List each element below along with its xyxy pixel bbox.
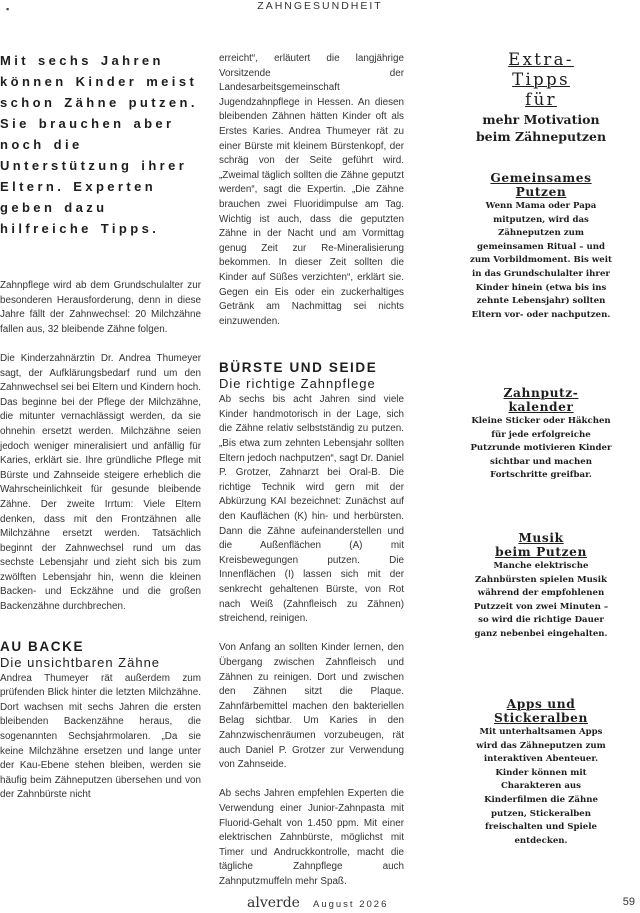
section-heading-buerste-und-seide: BÜRSTE UND SEIDE bbox=[219, 360, 378, 376]
section-heading-au-backe: AU BACKE bbox=[0, 638, 85, 654]
sidebar-title-line: Extra- bbox=[508, 50, 574, 69]
tip-title-line: beim Putzen bbox=[495, 544, 587, 559]
tips-sidebar bbox=[470, 50, 612, 846]
tip-title bbox=[470, 532, 612, 559]
tip-musik-beim-putzen bbox=[470, 532, 612, 642]
body-paragraph: erreicht“, erläutert die langjährige Vorsitzende der Landesarbeitsgemeinschaft Jugendzahnpflege in Hessen. An diesen bleibenden Zähnen hätten Kinder oft als Erstes Karies. Andrea Thumeyer rät zu einer Bürste mit kleinem Bürstenkopf, der schräg von der Seite geführt wird. „Zweimal täglich sollten die Zähne geputzt werden“, sagt die Expertin. „Die Zähne brauchen zwei Fluoridimpulse am Tag. Wichtig ist auch, dass die geputzten Zähne in der Nacht und am Vormittag genug Zeit zur Re-Mineralisierung bekommen. In dieser Zeit sollten die Kinder auf Süßes verzichten“, erklärt sie. Gegen ein Eis oder ein zuckerhaltiges Getränk am Nachmittag sei nichts einzuwenden. bbox=[219, 53, 404, 327]
tip-title-line: kalender bbox=[508, 399, 574, 414]
sidebar-subtitle-line: mehr Motivation bbox=[482, 112, 600, 127]
issue-date: August 2026 bbox=[313, 899, 389, 910]
tip-text: Manche elektrische Zahnbürsten spielen Musik während der empfohlenen Putzzeit von zwei Minuten – so wird die richtige Dauer ganz nebenbei eingehalten. bbox=[473, 561, 609, 639]
body-paragraph: Ab sechs bis acht Jahren sind viele Kinder handmotorisch in der Lage, sich die Zähne relativ selbstständig zu putzen. „Bis etwa zum zehnten Lebensjahr sollten Eltern jedoch nachputzen“, sagt Dr. Daniel P. Grotzer, Zahnarzt bei Oral-B. Die richtige Technik wird gern mit der Abkürzung KAI bezeichnet: Zunächst auf den Kauflächen (K) hin- und herbürsten. Dann die Zähne aufeinanderstellen und die Außenflächen (A) mit Kreisbewegungen putzen. Die Innenflächen (I) lassen sich mit der senkrecht gehaltenen Bürste, von Rot nach Weiß (Zahnfleisch zu Zähnen) streichend, reinigen. bbox=[219, 394, 404, 625]
tip-title-line: Stickeralben bbox=[494, 710, 588, 725]
tip-title-line: Musik bbox=[518, 531, 564, 545]
body-paragraph: Andrea Thumeyer rät außerdem zum prüfenden Blick hinter die letzten Milchzähne. Dort wachsen mit sechs Jahren die ersten bleibenden Backenzähne heraus, die sogenannten Sechsjahrmolaren. „Da sie keine Milchzähne ersetzen und lange unter der Kau-Ebene stehen bleiben, werden sie häufig beim Zähneputzen übersehen und von der Zahnbürste nicht bbox=[0, 672, 201, 801]
tip-text: Wenn Mama oder Papa mitputzen, wird das Zähneputzen zum gemeinsamen Ritual – und zum Vorbildmoment. Bis weit in das Grundschulalter ihrer Kinder hinein (etwa bis ins zehnte Lebensjahr) sollten Eltern vor- oder nachputzen. bbox=[470, 201, 612, 320]
page-footer bbox=[0, 896, 640, 913]
tip-title bbox=[470, 172, 612, 199]
corner-marker: ▪ bbox=[6, 4, 10, 14]
body-paragraph: Ab sechs Jahren empfehlen Experten die Verwendung einer Junior-Zahnpasta mit Fluorid-Gehalt von 1.450 ppm. Mit einer elektrischen Zahnbürste, möglichst mit Timer und Andruckkontrolle, macht die tägliche Zahnpflege auch Zahnputzmuffeln mehr Spaß. bbox=[219, 788, 404, 887]
intro-paragraph: Zahnpflege wird ab dem Grundschulalter zur besonderen Herausforderung, denn in diese Jahre fällt der Zahnwechsel: 20 Milchzähne fallen aus, 32 bleibende Zähne folgen. bbox=[0, 280, 201, 335]
left-column bbox=[0, 50, 201, 803]
sidebar-subtitle bbox=[470, 111, 612, 145]
section-subheading-au-backe: Die unsichtbaren Zähne bbox=[0, 654, 161, 670]
lead-paragraph: Mit sechs Jahren können Kinder meist schon Zähne putzen. Sie brauchen aber noch die Unterstützung ihrer Eltern. Experten geben dazu hilfreiche Tipps. bbox=[0, 53, 198, 236]
sidebar-title-line: für bbox=[525, 90, 557, 109]
tip-title-line: Putzen bbox=[515, 184, 567, 199]
tip-title bbox=[470, 387, 612, 414]
sidebar-title-line: Tipps bbox=[512, 70, 570, 89]
body-paragraph: Von Anfang an sollten Kinder lernen, den Übergang zwischen Zahnfleisch und Zähnen zu reinigen. Dort und zwischen den Zähnen sitzt die Plaque. Zahnfärbemittel machen den bakteriellen Belag sichtbar. Um Karies in den Zahnzwischenräumen vorzubeugen, rät auch Daniel P. Grotzer zur Verwendung von Zahnseide. bbox=[219, 642, 404, 771]
tip-title-line: Gemeinsames bbox=[490, 171, 592, 185]
brand-logo: alverde bbox=[247, 895, 300, 911]
tip-zahnputzkalender bbox=[470, 387, 612, 483]
sidebar-title bbox=[470, 50, 612, 110]
tip-text: Kleine Sticker oder Häkchen für jede erfolgreiche Putzrunde motivieren Kinder sichtbar und machen Fortschritte greifbar. bbox=[470, 416, 612, 481]
tip-title-line: Zahnputz- bbox=[503, 386, 579, 400]
sidebar-subtitle-line: beim Zähneputzen bbox=[475, 129, 607, 144]
tip-apps-und-stickeralben bbox=[470, 698, 612, 848]
tip-title bbox=[470, 698, 612, 725]
section-header: ZAHNGESUNDHEIT bbox=[257, 0, 383, 12]
tip-title-line: Apps und bbox=[506, 697, 576, 711]
section-subheading-buerste-und-seide: Die richtige Zahnpflege bbox=[219, 376, 376, 392]
tip-gemeinsames-putzen bbox=[470, 172, 612, 322]
body-paragraph: Die Kinderzahnärztin Dr. Andrea Thumeyer sagt, der Aufklärungsbedarf rund um den Zahnwechsel sei bei Eltern und Kindern hoch. Das beginne bei der Pflege der Milchzähne, die mitunter vernachlässigt werden, da sie ohnehin ersetzt werden. Milchzähne seien jedoch weniger mineralisiert und anfällig für Karies, erklärt sie. Ihre gründliche Pflege mit Bürste und Zahnseide steigere erheblich die Wahrscheinlichkeit für gesunde bleibende Zähne. Der zweite Irrtum: Viele Eltern denken, dass mit den Frontzähnen alle Milchzähne ersetzt werden. Tatsächlich beginnt der Zahnwechsel rund um das sechste Lebensjahr und zieht sich bis zum zwölften Lebensjahr hin, wenn die kleinen Backen- und Eckzähne und die großen Backenzähne durchbrechen. bbox=[0, 352, 201, 613]
tip-text: Mit unterhaltsamen Apps wird das Zähneputzen zum interaktiven Abenteuer. Kinder können mit Charakteren aus Kinderfilmen die Zähne putzen, Stickeralben freischalten und Spiele entdecken. bbox=[476, 727, 606, 846]
page-number: 59 bbox=[622, 896, 635, 908]
middle-column bbox=[219, 52, 404, 889]
